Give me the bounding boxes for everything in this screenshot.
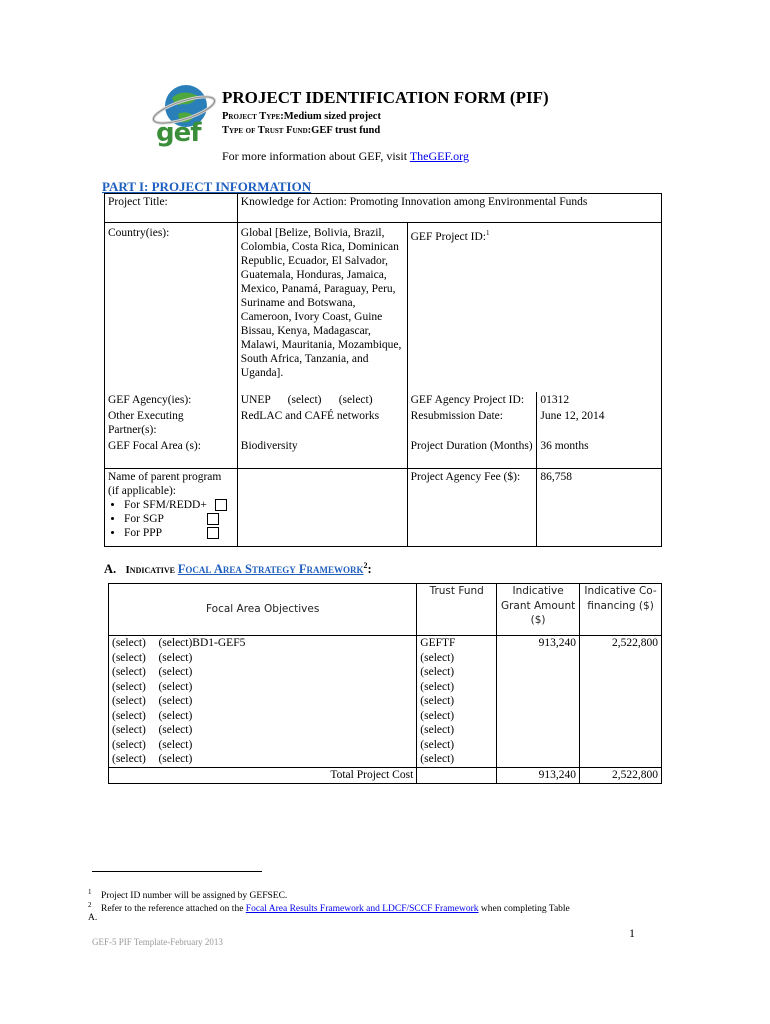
- cofinancing-cell: [580, 709, 662, 724]
- focal-area-row: [105, 438, 662, 468]
- part1-heading: PART I: PROJECT INFORMATION: [102, 179, 312, 194]
- focal-area-row: [109, 723, 662, 738]
- grant-amount-cell: [497, 723, 580, 738]
- focal-area-header-row: [109, 584, 662, 636]
- footnote-1-text: Project ID number will be assigned by GEFSEC.: [101, 891, 288, 902]
- logo-text: gef: [156, 118, 201, 148]
- trust-fund-select[interactable]: (select): [417, 651, 497, 666]
- cofinancing-cell: [580, 752, 662, 767]
- cofinancing-cell: [580, 665, 662, 680]
- objective-select-1[interactable]: (select): [109, 636, 156, 651]
- page-footer: GEF-5 PIF Template-February 2013: [92, 937, 223, 947]
- footnote-2-continued: A.: [88, 913, 98, 923]
- objective-select-1[interactable]: (select): [109, 665, 156, 680]
- focal-area-row: [109, 738, 662, 753]
- project-type-label: Project Type:: [222, 111, 284, 122]
- project-info-table: [104, 193, 662, 547]
- form-title: PROJECT IDENTIFICATION FORM (PIF): [222, 88, 549, 107]
- total-spacer: [109, 767, 156, 783]
- other-partner-value: RedLAC and CAFÉ networks: [237, 408, 407, 438]
- section-a-letter: A.: [104, 562, 117, 577]
- cofinancing-cell: [580, 738, 662, 753]
- focal-area-row: [109, 651, 662, 666]
- cofinancing-cell: 2,522,800: [580, 636, 662, 651]
- grant-amount-cell: [497, 665, 580, 680]
- more-info-text: For more information about GEF, visit: [222, 149, 410, 163]
- focal-area-row: [109, 694, 662, 709]
- objective-select-2[interactable]: (select)BD1-GEF5: [155, 636, 416, 651]
- total-row: [109, 767, 662, 783]
- cofinancing-cell: [580, 694, 662, 709]
- trust-fund-select[interactable]: (select): [417, 709, 497, 724]
- country-row: [105, 223, 662, 393]
- objective-select-1[interactable]: (select): [109, 723, 156, 738]
- section-a-title-1: Indicative: [125, 564, 178, 577]
- objective-select-2[interactable]: (select): [155, 723, 416, 738]
- duration-label: Project Duration (Months): [407, 438, 537, 468]
- project-title-row: [105, 194, 662, 223]
- trust-fund-select[interactable]: (select): [417, 723, 497, 738]
- cofinancing-cell: [580, 651, 662, 666]
- thegef-link[interactable]: TheGEF.org: [409, 149, 469, 163]
- agency-value: UNEP (select) (select): [237, 392, 407, 408]
- focal-area-table: [108, 583, 662, 784]
- objective-select-2[interactable]: (select): [155, 651, 416, 666]
- col-grant-header: Indicative Grant Amount ($): [497, 584, 580, 636]
- focal-area-label: GEF Focal Area (s):: [105, 438, 238, 468]
- resubmission-value: June 12, 2014: [537, 408, 662, 438]
- sgp-checkbox[interactable]: [207, 513, 219, 525]
- gef-project-id-label: GEF Project ID:: [410, 230, 487, 243]
- more-info-line: [222, 149, 469, 164]
- total-fund-cell: [417, 767, 497, 783]
- footnote-1-number: 1: [88, 888, 92, 896]
- total-cofinancing: 2,522,800: [580, 767, 662, 783]
- focal-area-body: [109, 636, 662, 768]
- trust-fund-select[interactable]: (select): [417, 738, 497, 753]
- grant-amount-cell: 913,240: [497, 636, 580, 651]
- grant-amount-cell: [497, 651, 580, 666]
- gef-project-id-value: [537, 223, 662, 393]
- gef-logo: [150, 80, 218, 152]
- agency-project-id-label: GEF Agency Project ID:: [407, 392, 537, 408]
- section-a-colon: :: [367, 562, 372, 577]
- parent-program-item: • For PPP: [124, 526, 234, 540]
- section-a-footnote-ref: 2: [363, 561, 368, 570]
- grant-amount-cell: [497, 694, 580, 709]
- footnote-2: [88, 899, 570, 915]
- parent-program-row: [105, 468, 662, 546]
- objective-select-2[interactable]: (select): [155, 738, 416, 753]
- project-title-label: Project Title:: [105, 194, 238, 223]
- focal-area-row: [109, 752, 662, 767]
- trust-fund-select[interactable]: (select): [417, 680, 497, 695]
- agency-label: GEF Agency(ies):: [105, 392, 238, 408]
- objective-select-1[interactable]: (select): [109, 680, 156, 695]
- col-objectives-header: Focal Area Objectives: [109, 584, 417, 636]
- agency-row: [105, 392, 662, 408]
- objective-select-1[interactable]: (select): [109, 752, 156, 767]
- footnote-2-text-after: when completing Table: [478, 904, 570, 915]
- trust-fund-label: Type of Trust Fund:: [222, 125, 312, 136]
- focal-area-value: Biodiversity: [237, 438, 407, 468]
- project-title-value: Knowledge for Action: Promoting Innovation among Environmental Funds: [237, 194, 661, 223]
- objective-select-2[interactable]: (select): [155, 680, 416, 695]
- grant-amount-cell: [497, 709, 580, 724]
- total-label: Total Project Cost: [155, 767, 416, 783]
- trust-fund-value: GEF trust fund: [311, 125, 381, 136]
- focal-area-results-link[interactable]: Focal Area Results Framework and LDCF/SCCF Framework: [245, 904, 479, 915]
- duration-value: 36 months: [537, 438, 662, 468]
- resubmission-label: Resubmission Date:: [407, 408, 537, 438]
- objective-select-2[interactable]: (select): [155, 709, 416, 724]
- other-partner-label: Other Executing Partner(s):: [105, 408, 238, 438]
- parent-program-cell: [105, 468, 238, 546]
- focal-area-row: [109, 709, 662, 724]
- fee-label: Project Agency Fee ($):: [407, 468, 537, 546]
- country-value: Global [Belize, Bolivia, Brazil, Colombia, Costa Rica, Dominican Republic, Ecuador, El Salvador, Guatemala, Honduras, Jamaica, Mexico, Panamá, Paraguay, Peru, Suriname and Botswana, Cameroon, Ivory Coast, Guine Bissau, Kenya, Madagascar, Malawi, Mauritania, Mozambique, South Africa, Tanzania, and Uganda].: [237, 223, 407, 393]
- page-number: 1: [629, 926, 635, 940]
- trust-fund-select[interactable]: (select): [417, 752, 497, 767]
- objective-select-2[interactable]: (select): [155, 694, 416, 709]
- col-trust-fund-header: Trust Fund: [417, 584, 497, 636]
- trust-fund-select[interactable]: GEFTF: [417, 636, 497, 651]
- total-grant: 913,240: [497, 767, 580, 783]
- focal-area-row: [109, 665, 662, 680]
- parent-program-label: Name of parent program (if applicable):: [108, 470, 222, 497]
- other-partner-row: [105, 408, 662, 438]
- section-a-heading: [104, 561, 372, 577]
- parent-program-item: • For SGP: [124, 512, 234, 526]
- parent-program-item: • For SFM/REDD+: [124, 498, 234, 512]
- grant-amount-cell: [497, 752, 580, 767]
- objective-select-1[interactable]: (select): [109, 651, 156, 666]
- section-a-title-link[interactable]: Focal Area Strategy Framework: [177, 562, 364, 577]
- objective-select-2[interactable]: (select): [155, 752, 416, 767]
- objective-select-1[interactable]: (select): [109, 738, 156, 753]
- country-label: Country(ies):: [105, 223, 238, 393]
- project-type-value: Medium sized project: [283, 111, 381, 122]
- fee-value: 86,758: [537, 468, 662, 546]
- objective-select-1[interactable]: (select): [109, 694, 156, 709]
- objective-select-1[interactable]: (select): [109, 709, 156, 724]
- objective-select-2[interactable]: (select): [155, 665, 416, 680]
- trust-fund-line: [222, 125, 380, 136]
- cofinancing-cell: [580, 723, 662, 738]
- grant-amount-cell: [497, 680, 580, 695]
- sfm-redd-checkbox[interactable]: [215, 499, 227, 511]
- grant-amount-cell: [497, 738, 580, 753]
- trust-fund-select[interactable]: (select): [417, 694, 497, 709]
- project-type-line: [222, 111, 381, 122]
- agency-project-id-value: 01312: [537, 392, 662, 408]
- footnote-rule: [92, 871, 262, 872]
- trust-fund-select[interactable]: (select): [417, 665, 497, 680]
- cofinancing-cell: [580, 680, 662, 695]
- parent-program-list: [108, 498, 234, 540]
- gef-project-id-footnote-ref: 1: [486, 229, 490, 237]
- ppp-checkbox[interactable]: [207, 527, 219, 539]
- parent-program-value: [237, 468, 407, 546]
- gef-project-id-label-cell: [407, 223, 537, 393]
- focal-area-row: [109, 636, 662, 651]
- focal-area-row: [109, 680, 662, 695]
- footnote-2-number: 2: [88, 901, 92, 909]
- footnote-2-text-before: Refer to the reference attached on the: [101, 904, 246, 915]
- col-cofinancing-header: Indicative Co-financing ($): [580, 584, 662, 636]
